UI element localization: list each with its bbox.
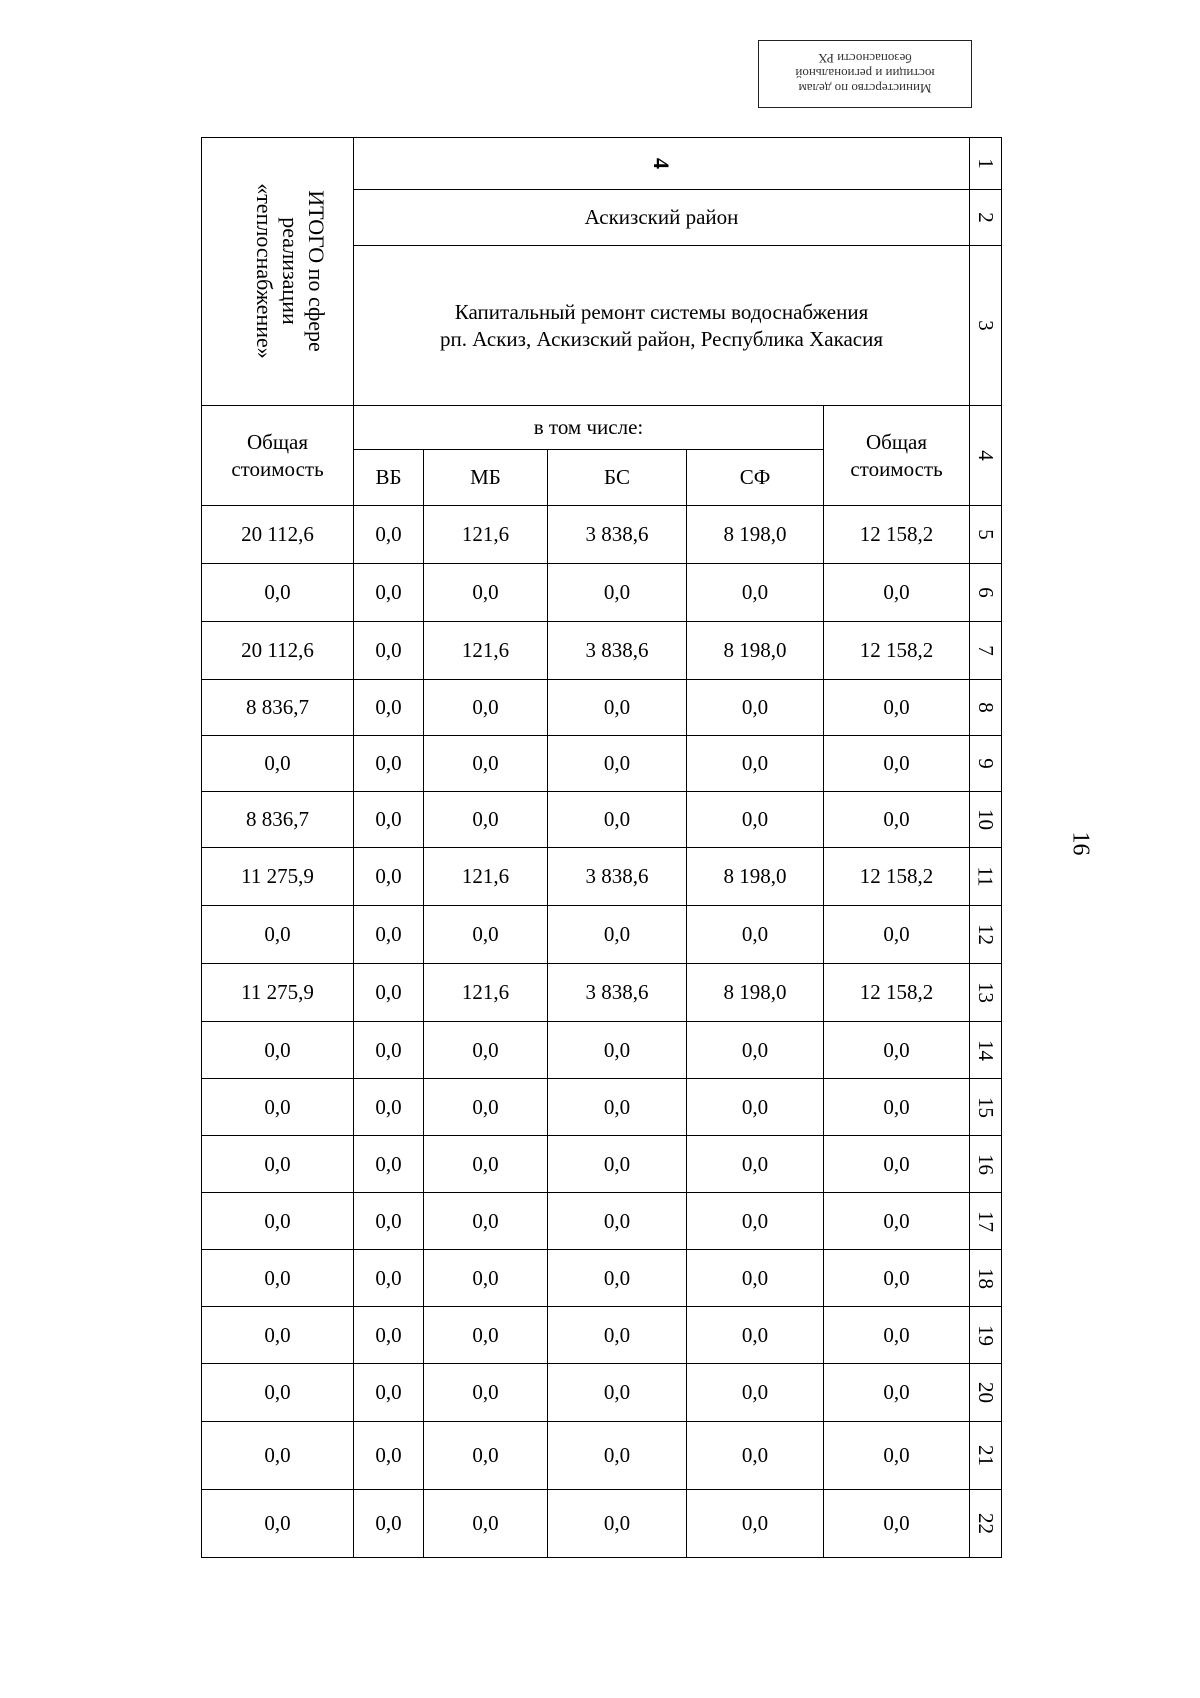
- row-number-cell: [970, 1136, 1002, 1193]
- row-number: 9: [974, 758, 999, 769]
- cell-bs: 0,0: [548, 906, 687, 964]
- project-title-line: Капитальный ремонт системы водоснабжения: [454, 299, 869, 324]
- total-cost-header: [202, 406, 354, 506]
- col-number: 2: [974, 212, 999, 223]
- cell-bs: 0,0: [548, 792, 687, 848]
- cell-mb: 0,0: [424, 1307, 548, 1364]
- cell-total: 0,0: [824, 1422, 970, 1490]
- row-number-cell: [970, 792, 1002, 848]
- cell-itogo: 0,0: [202, 1022, 354, 1079]
- row-number: 15: [974, 1096, 999, 1118]
- cell-total: 0,0: [824, 1022, 970, 1079]
- row-number: 21: [974, 1445, 999, 1466]
- total-cost-label: стоимость: [850, 456, 943, 481]
- total-cost-label: Общая: [246, 429, 308, 454]
- cell-total: 0,0: [824, 736, 970, 792]
- cell-bs: 0,0: [548, 1136, 687, 1193]
- page-number: 16: [1067, 831, 1094, 856]
- row-number: 13: [974, 982, 999, 1003]
- cell-total: 0,0: [824, 1364, 970, 1422]
- total-cost-header-2: [824, 406, 970, 506]
- cell-sf: 0,0: [687, 1193, 824, 1250]
- cell-bs: 0,0: [548, 1022, 687, 1079]
- cell-sf: 0,0: [687, 1490, 824, 1558]
- row-number: 14: [974, 1039, 999, 1061]
- cell-bs: 0,0: [548, 1193, 687, 1250]
- row-number: 20: [974, 1382, 999, 1403]
- cell-itogo: 0,0: [202, 1490, 354, 1558]
- cell-itogo: 20 112,6: [202, 506, 354, 564]
- cell-mb: 0,0: [424, 1490, 548, 1558]
- object-number-cell: [354, 138, 970, 190]
- cell-total: 0,0: [824, 792, 970, 848]
- cell-vb: 0,0: [354, 506, 424, 564]
- cell-vb: 0,0: [354, 1250, 424, 1307]
- row-number-cell: [970, 906, 1002, 964]
- cell-sf: 8 198,0: [687, 506, 824, 564]
- cell-sf: 0,0: [687, 1136, 824, 1193]
- cell-sf: 0,0: [687, 792, 824, 848]
- cell-sf: 0,0: [687, 906, 824, 964]
- cell-itogo: 0,0: [202, 906, 354, 964]
- cell-itogo: 0,0: [202, 1307, 354, 1364]
- cell-total: 0,0: [824, 1079, 970, 1136]
- cell-sf: 8 198,0: [687, 848, 824, 906]
- district-name: Аскизский район: [584, 205, 739, 229]
- stamp-line: юстиции и региональной: [795, 66, 935, 82]
- row-number: 6: [974, 587, 999, 598]
- col-number-cell: [970, 190, 1002, 246]
- cell-sf: 8 198,0: [687, 622, 824, 680]
- cell-mb: 0,0: [424, 1422, 548, 1490]
- col-number: 1: [974, 158, 999, 169]
- cell-mb: 0,0: [424, 792, 548, 848]
- cell-bs: 0,0: [548, 736, 687, 792]
- row-number-cell: [970, 622, 1002, 680]
- cell-vb: 0,0: [354, 1136, 424, 1193]
- cell-itogo: 11 275,9: [202, 964, 354, 1022]
- cell-itogo: 0,0: [202, 1136, 354, 1193]
- cell-sf: 8 198,0: [687, 964, 824, 1022]
- row-number: 12: [974, 924, 999, 945]
- table-row: [202, 1136, 1002, 1193]
- table-row: [202, 848, 1002, 906]
- cell-vb: 0,0: [354, 1490, 424, 1558]
- table-row: [202, 736, 1002, 792]
- cell-itogo: 0,0: [202, 1250, 354, 1307]
- cell-vb: 0,0: [354, 1422, 424, 1490]
- row-number-cell: [970, 736, 1002, 792]
- including-header: [354, 406, 824, 450]
- cell-total: 0,0: [824, 1136, 970, 1193]
- cell-bs: 0,0: [548, 1490, 687, 1558]
- cell-sf: 0,0: [687, 1422, 824, 1490]
- object-number: 4: [649, 157, 675, 169]
- table-row: [202, 792, 1002, 848]
- row-number: 5: [974, 529, 999, 540]
- row-number-cell: [970, 1022, 1002, 1079]
- cell-total: 0,0: [824, 906, 970, 964]
- project-title-line: рп. Аскиз, Аскизский район, Республика Хакасия: [440, 326, 883, 351]
- cell-bs: 3 838,6: [548, 506, 687, 564]
- cell-vb: 0,0: [354, 848, 424, 906]
- table-row: [202, 1193, 1002, 1250]
- cell-mb: 0,0: [424, 1022, 548, 1079]
- row-number: 7: [974, 645, 999, 656]
- cell-total: 12 158,2: [824, 848, 970, 906]
- cell-bs: 0,0: [548, 564, 687, 622]
- cell-vb: 0,0: [354, 964, 424, 1022]
- cell-vb: 0,0: [354, 564, 424, 622]
- row-number: 11: [974, 866, 999, 887]
- project-title-cell: [354, 246, 970, 406]
- cell-itogo: 0,0: [202, 1422, 354, 1490]
- cell-itogo: 8 836,7: [202, 792, 354, 848]
- cell-mb: 0,0: [424, 564, 548, 622]
- table-row: [202, 1490, 1002, 1558]
- cell-bs: 3 838,6: [548, 848, 687, 906]
- row-number-cell: [970, 1193, 1002, 1250]
- cell-vb: 0,0: [354, 792, 424, 848]
- cell-sf: 0,0: [687, 680, 824, 736]
- cell-mb: 0,0: [424, 1079, 548, 1136]
- cell-itogo: 11 275,9: [202, 848, 354, 906]
- cell-bs: 3 838,6: [548, 622, 687, 680]
- cell-sf: 0,0: [687, 1307, 824, 1364]
- cell-mb: 121,6: [424, 848, 548, 906]
- cell-mb: 121,6: [424, 622, 548, 680]
- row-number: 10: [974, 809, 999, 830]
- table-row: [202, 964, 1002, 1022]
- stamp-line: Министерство по делам: [798, 81, 932, 97]
- cell-vb: 0,0: [354, 1193, 424, 1250]
- cell-vb: 0,0: [354, 1364, 424, 1422]
- cell-vb: 0,0: [354, 906, 424, 964]
- table-row: [202, 1079, 1002, 1136]
- cell-mb: 0,0: [424, 1193, 548, 1250]
- cell-sf: 0,0: [687, 1364, 824, 1422]
- table-row: [202, 680, 1002, 736]
- col-number: 4: [974, 450, 999, 461]
- district-cell: [354, 190, 970, 246]
- including-label: в том числе:: [533, 415, 644, 439]
- vb-header: ВБ: [354, 450, 424, 506]
- table-row: [202, 1022, 1002, 1079]
- total-cost-label: стоимость: [231, 456, 324, 481]
- row-number-cell: [970, 1490, 1002, 1558]
- cell-mb: 0,0: [424, 1136, 548, 1193]
- cell-mb: 121,6: [424, 964, 548, 1022]
- row-number-cell: [970, 1422, 1002, 1490]
- cell-mb: 121,6: [424, 506, 548, 564]
- cell-bs: 0,0: [548, 1364, 687, 1422]
- cell-total: 12 158,2: [824, 506, 970, 564]
- col-number-cell: [970, 138, 1002, 190]
- table-row: [202, 564, 1002, 622]
- total-cost-label: Общая: [866, 429, 928, 454]
- row-number: 22: [974, 1513, 999, 1534]
- cell-total: 0,0: [824, 1193, 970, 1250]
- stamp-line: безопасности РХ: [818, 51, 912, 67]
- cell-mb: 0,0: [424, 1364, 548, 1422]
- itogo-header: ИТОГО по сфере реализации «теплоснабжение»: [251, 183, 329, 359]
- row-number-cell: [970, 680, 1002, 736]
- cell-mb: 0,0: [424, 1250, 548, 1307]
- cell-total: 0,0: [824, 1250, 970, 1307]
- cell-vb: 0,0: [354, 1079, 424, 1136]
- cell-sf: 0,0: [687, 564, 824, 622]
- cell-total: 0,0: [824, 1490, 970, 1558]
- table-row: [202, 622, 1002, 680]
- row-number: 18: [974, 1267, 999, 1289]
- cell-itogo: 0,0: [202, 564, 354, 622]
- cell-total: 0,0: [824, 1307, 970, 1364]
- cell-sf: 0,0: [687, 736, 824, 792]
- bs-header: БС: [548, 450, 687, 506]
- cell-total: 0,0: [824, 680, 970, 736]
- cell-sf: 0,0: [687, 1022, 824, 1079]
- cell-bs: 0,0: [548, 680, 687, 736]
- col-number-cell: [970, 246, 1002, 406]
- itogo-header-cell: [202, 138, 354, 406]
- cell-itogo: 20 112,6: [202, 622, 354, 680]
- cell-itogo: 0,0: [202, 1193, 354, 1250]
- table-row: [202, 1307, 1002, 1364]
- cell-total: 12 158,2: [824, 622, 970, 680]
- cell-bs: 0,0: [548, 1422, 687, 1490]
- program-table: [201, 137, 1002, 1558]
- row-number-cell: [970, 564, 1002, 622]
- cell-vb: 0,0: [354, 1022, 424, 1079]
- cell-itogo: 0,0: [202, 736, 354, 792]
- row-number: 16: [974, 1153, 999, 1175]
- cell-bs: 0,0: [548, 1079, 687, 1136]
- cell-mb: 0,0: [424, 906, 548, 964]
- mb-header: МБ: [424, 450, 548, 506]
- cell-vb: 0,0: [354, 680, 424, 736]
- cell-bs: 0,0: [548, 1250, 687, 1307]
- table-row: [202, 1364, 1002, 1422]
- row-number-cell: [970, 1250, 1002, 1307]
- table-row: [202, 1250, 1002, 1307]
- cell-mb: 0,0: [424, 680, 548, 736]
- cell-sf: 0,0: [687, 1250, 824, 1307]
- sf-header: СФ: [687, 450, 824, 506]
- cell-itogo: 8 836,7: [202, 680, 354, 736]
- cell-sf: 0,0: [687, 1079, 824, 1136]
- row-number: 8: [974, 702, 999, 713]
- cell-vb: 0,0: [354, 736, 424, 792]
- cell-itogo: 0,0: [202, 1364, 354, 1422]
- row-number-cell: [970, 1307, 1002, 1364]
- cell-total: 0,0: [824, 564, 970, 622]
- table-row: [202, 1422, 1002, 1490]
- row-number-cell: [970, 848, 1002, 906]
- row-number-cell: [970, 506, 1002, 564]
- row-number-cell: [970, 964, 1002, 1022]
- cell-itogo: 0,0: [202, 1079, 354, 1136]
- cell-mb: 0,0: [424, 736, 548, 792]
- cell-total: 12 158,2: [824, 964, 970, 1022]
- table-row: [202, 506, 1002, 564]
- row-number: 19: [974, 1324, 999, 1346]
- row-number: 17: [974, 1210, 999, 1232]
- row-number-cell: [970, 1364, 1002, 1422]
- col-number-cell: [970, 406, 1002, 506]
- registration-stamp: [758, 40, 972, 108]
- cell-vb: 0,0: [354, 622, 424, 680]
- table-row: [202, 906, 1002, 964]
- col-number: 3: [974, 320, 999, 331]
- cell-vb: 0,0: [354, 1307, 424, 1364]
- row-number-cell: [970, 1079, 1002, 1136]
- cell-bs: 0,0: [548, 1307, 687, 1364]
- cell-bs: 3 838,6: [548, 964, 687, 1022]
